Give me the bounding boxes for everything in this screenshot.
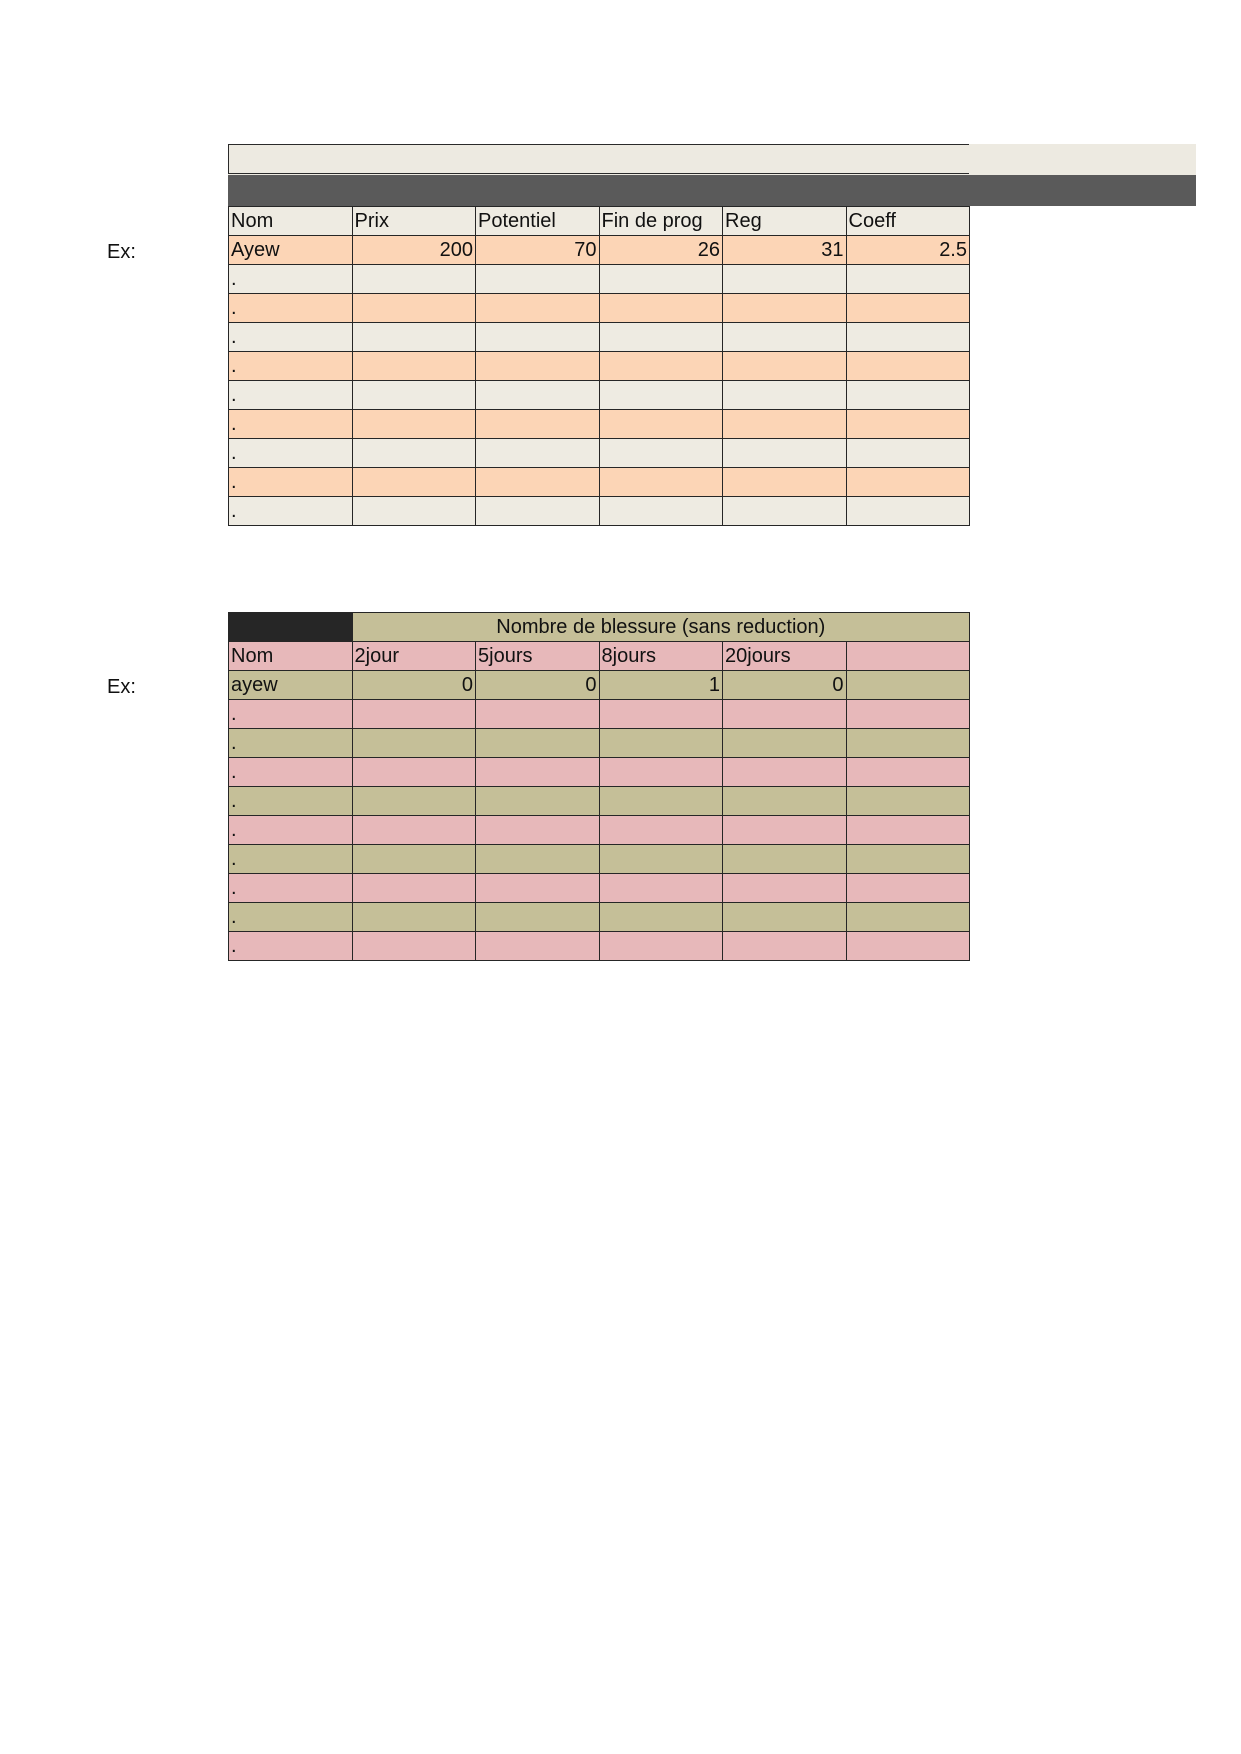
column-header-5jours[interactable]: 5jours: [476, 642, 600, 671]
column-header-8jours[interactable]: 8jours: [599, 642, 723, 671]
cell[interactable]: [352, 468, 476, 497]
cell[interactable]: [352, 497, 476, 526]
cell[interactable]: [352, 874, 476, 903]
cell[interactable]: [846, 352, 970, 381]
column-header-empty[interactable]: [846, 642, 970, 671]
cell[interactable]: [476, 381, 600, 410]
cell-nom[interactable]: .: [229, 410, 353, 439]
cell[interactable]: [599, 323, 723, 352]
table-row: [229, 468, 970, 497]
header-row: [229, 642, 970, 671]
player-stats-table: [228, 206, 970, 526]
cell[interactable]: [846, 410, 970, 439]
cell[interactable]: [476, 294, 600, 323]
cell-potentiel[interactable]: 70: [476, 236, 600, 265]
cell[interactable]: [352, 729, 476, 758]
example-label-table2: Ex:: [107, 676, 136, 698]
cell[interactable]: [599, 729, 723, 758]
cell[interactable]: [599, 497, 723, 526]
cell[interactable]: [476, 903, 600, 932]
table-row: [229, 381, 970, 410]
cell-reg[interactable]: 31: [723, 236, 847, 265]
cell-nom[interactable]: .: [229, 497, 353, 526]
table-row: [229, 323, 970, 352]
cell-nom[interactable]: .: [229, 352, 353, 381]
cell[interactable]: [723, 874, 847, 903]
cell-nom[interactable]: ayew: [229, 671, 353, 700]
cell[interactable]: [599, 352, 723, 381]
cell[interactable]: [599, 700, 723, 729]
cell[interactable]: [599, 787, 723, 816]
table-row: [229, 874, 970, 903]
cell[interactable]: [723, 903, 847, 932]
cell[interactable]: [723, 787, 847, 816]
cell[interactable]: [846, 787, 970, 816]
cell[interactable]: [476, 729, 600, 758]
cell[interactable]: [846, 265, 970, 294]
cell[interactable]: [352, 352, 476, 381]
cell[interactable]: [846, 323, 970, 352]
cell[interactable]: [846, 903, 970, 932]
cell[interactable]: [352, 323, 476, 352]
cell[interactable]: [352, 410, 476, 439]
cell[interactable]: [846, 381, 970, 410]
table-row: [229, 410, 970, 439]
cell[interactable]: [723, 816, 847, 845]
cell-nom[interactable]: .: [229, 787, 353, 816]
cell-empty[interactable]: [846, 671, 970, 700]
cell[interactable]: [476, 497, 600, 526]
column-header-20jours[interactable]: 20jours: [723, 642, 847, 671]
cell[interactable]: [476, 932, 600, 961]
table-row: [229, 700, 970, 729]
cell-nom[interactable]: .: [229, 845, 353, 874]
cell[interactable]: [599, 932, 723, 961]
example-row: [229, 671, 970, 700]
cell[interactable]: [476, 439, 600, 468]
cell[interactable]: [352, 903, 476, 932]
cell[interactable]: [846, 932, 970, 961]
cell[interactable]: [723, 410, 847, 439]
cell[interactable]: [723, 381, 847, 410]
cell[interactable]: [352, 787, 476, 816]
cell[interactable]: [352, 758, 476, 787]
cell[interactable]: [599, 381, 723, 410]
table-row: [229, 729, 970, 758]
cell[interactable]: [846, 845, 970, 874]
cell[interactable]: [723, 352, 847, 381]
cell[interactable]: [723, 439, 847, 468]
cell-coeff[interactable]: 2.5: [846, 236, 970, 265]
cell[interactable]: [723, 265, 847, 294]
cell-8jours[interactable]: 1: [599, 671, 723, 700]
cell[interactable]: [846, 468, 970, 497]
column-header-nom[interactable]: Nom: [229, 642, 353, 671]
cell-nom[interactable]: .: [229, 874, 353, 903]
table-row: [229, 497, 970, 526]
cell[interactable]: [476, 410, 600, 439]
cell[interactable]: [723, 729, 847, 758]
cell[interactable]: [352, 700, 476, 729]
cell[interactable]: [599, 816, 723, 845]
cell[interactable]: [476, 758, 600, 787]
column-header-nom[interactable]: Nom: [229, 207, 353, 236]
table-row: [229, 439, 970, 468]
cell[interactable]: [846, 874, 970, 903]
column-header-fin-de-prog[interactable]: Fin de prog: [599, 207, 723, 236]
cell-nom[interactable]: .: [229, 381, 353, 410]
cell[interactable]: [352, 265, 476, 294]
cell[interactable]: [599, 903, 723, 932]
cell[interactable]: [476, 323, 600, 352]
cell[interactable]: [352, 439, 476, 468]
cell-nom[interactable]: .: [229, 323, 353, 352]
cell[interactable]: [599, 468, 723, 497]
corner-cell[interactable]: [229, 613, 353, 642]
cell[interactable]: [723, 845, 847, 874]
table-row: [229, 903, 970, 932]
example-row: [229, 236, 970, 265]
cell[interactable]: [723, 294, 847, 323]
cell-nom[interactable]: .: [229, 903, 353, 932]
cell-nom[interactable]: .: [229, 294, 353, 323]
cell-nom[interactable]: .: [229, 816, 353, 845]
cell-nom[interactable]: .: [229, 932, 353, 961]
cell[interactable]: [723, 700, 847, 729]
cell[interactable]: [846, 497, 970, 526]
table-row: [229, 352, 970, 381]
table-row: [229, 787, 970, 816]
cell[interactable]: [599, 410, 723, 439]
cell[interactable]: [723, 468, 847, 497]
cell-prix[interactable]: 200: [352, 236, 476, 265]
table-row: [229, 816, 970, 845]
example-label-table1: Ex:: [107, 241, 136, 263]
column-header-reg[interactable]: Reg: [723, 207, 847, 236]
cell[interactable]: [599, 874, 723, 903]
cell[interactable]: [352, 845, 476, 874]
table-row: [229, 294, 970, 323]
cell-fin-de-prog[interactable]: 26: [599, 236, 723, 265]
cell[interactable]: [352, 381, 476, 410]
header-row: [229, 207, 970, 236]
cell[interactable]: [846, 700, 970, 729]
cell[interactable]: [599, 439, 723, 468]
cell[interactable]: [476, 265, 600, 294]
cell-nom[interactable]: .: [229, 468, 353, 497]
cell[interactable]: [599, 294, 723, 323]
cell[interactable]: [723, 323, 847, 352]
cell-nom[interactable]: .: [229, 439, 353, 468]
table-row: [229, 758, 970, 787]
cell[interactable]: [352, 816, 476, 845]
header-band-dark: [228, 175, 1196, 206]
cell[interactable]: [846, 758, 970, 787]
cell[interactable]: [352, 294, 476, 323]
cell-nom[interactable]: .: [229, 700, 353, 729]
injury-table-title[interactable]: Nombre de blessure (sans reduction): [352, 613, 970, 642]
cell[interactable]: [723, 758, 847, 787]
cell-nom[interactable]: Ayew: [229, 236, 353, 265]
table-row: [229, 845, 970, 874]
cell-5jours[interactable]: 0: [476, 671, 600, 700]
column-header-coeff[interactable]: Coeff: [846, 207, 970, 236]
cell[interactable]: [476, 352, 600, 381]
column-header-prix[interactable]: Prix: [352, 207, 476, 236]
cell[interactable]: [476, 468, 600, 497]
column-header-2jour[interactable]: 2jour: [352, 642, 476, 671]
cell-nom[interactable]: .: [229, 729, 353, 758]
cell[interactable]: [599, 265, 723, 294]
header-band-outline: [228, 144, 969, 174]
cell[interactable]: [846, 439, 970, 468]
table-row: [229, 265, 970, 294]
cell[interactable]: [352, 932, 476, 961]
injury-table: [228, 612, 970, 961]
cell[interactable]: [723, 932, 847, 961]
cell[interactable]: [476, 845, 600, 874]
cell[interactable]: [476, 787, 600, 816]
cell[interactable]: [599, 845, 723, 874]
column-header-potentiel[interactable]: Potentiel: [476, 207, 600, 236]
cell-nom[interactable]: .: [229, 758, 353, 787]
banner-row: [229, 613, 970, 642]
cell[interactable]: [846, 816, 970, 845]
cell[interactable]: [846, 294, 970, 323]
cell[interactable]: [846, 729, 970, 758]
cell[interactable]: [476, 700, 600, 729]
cell[interactable]: [723, 497, 847, 526]
cell[interactable]: [476, 816, 600, 845]
cell-nom[interactable]: .: [229, 265, 353, 294]
cell-20jours[interactable]: 0: [723, 671, 847, 700]
table-row: [229, 932, 970, 961]
cell[interactable]: [599, 758, 723, 787]
cell[interactable]: [476, 874, 600, 903]
cell-2jour[interactable]: 0: [352, 671, 476, 700]
